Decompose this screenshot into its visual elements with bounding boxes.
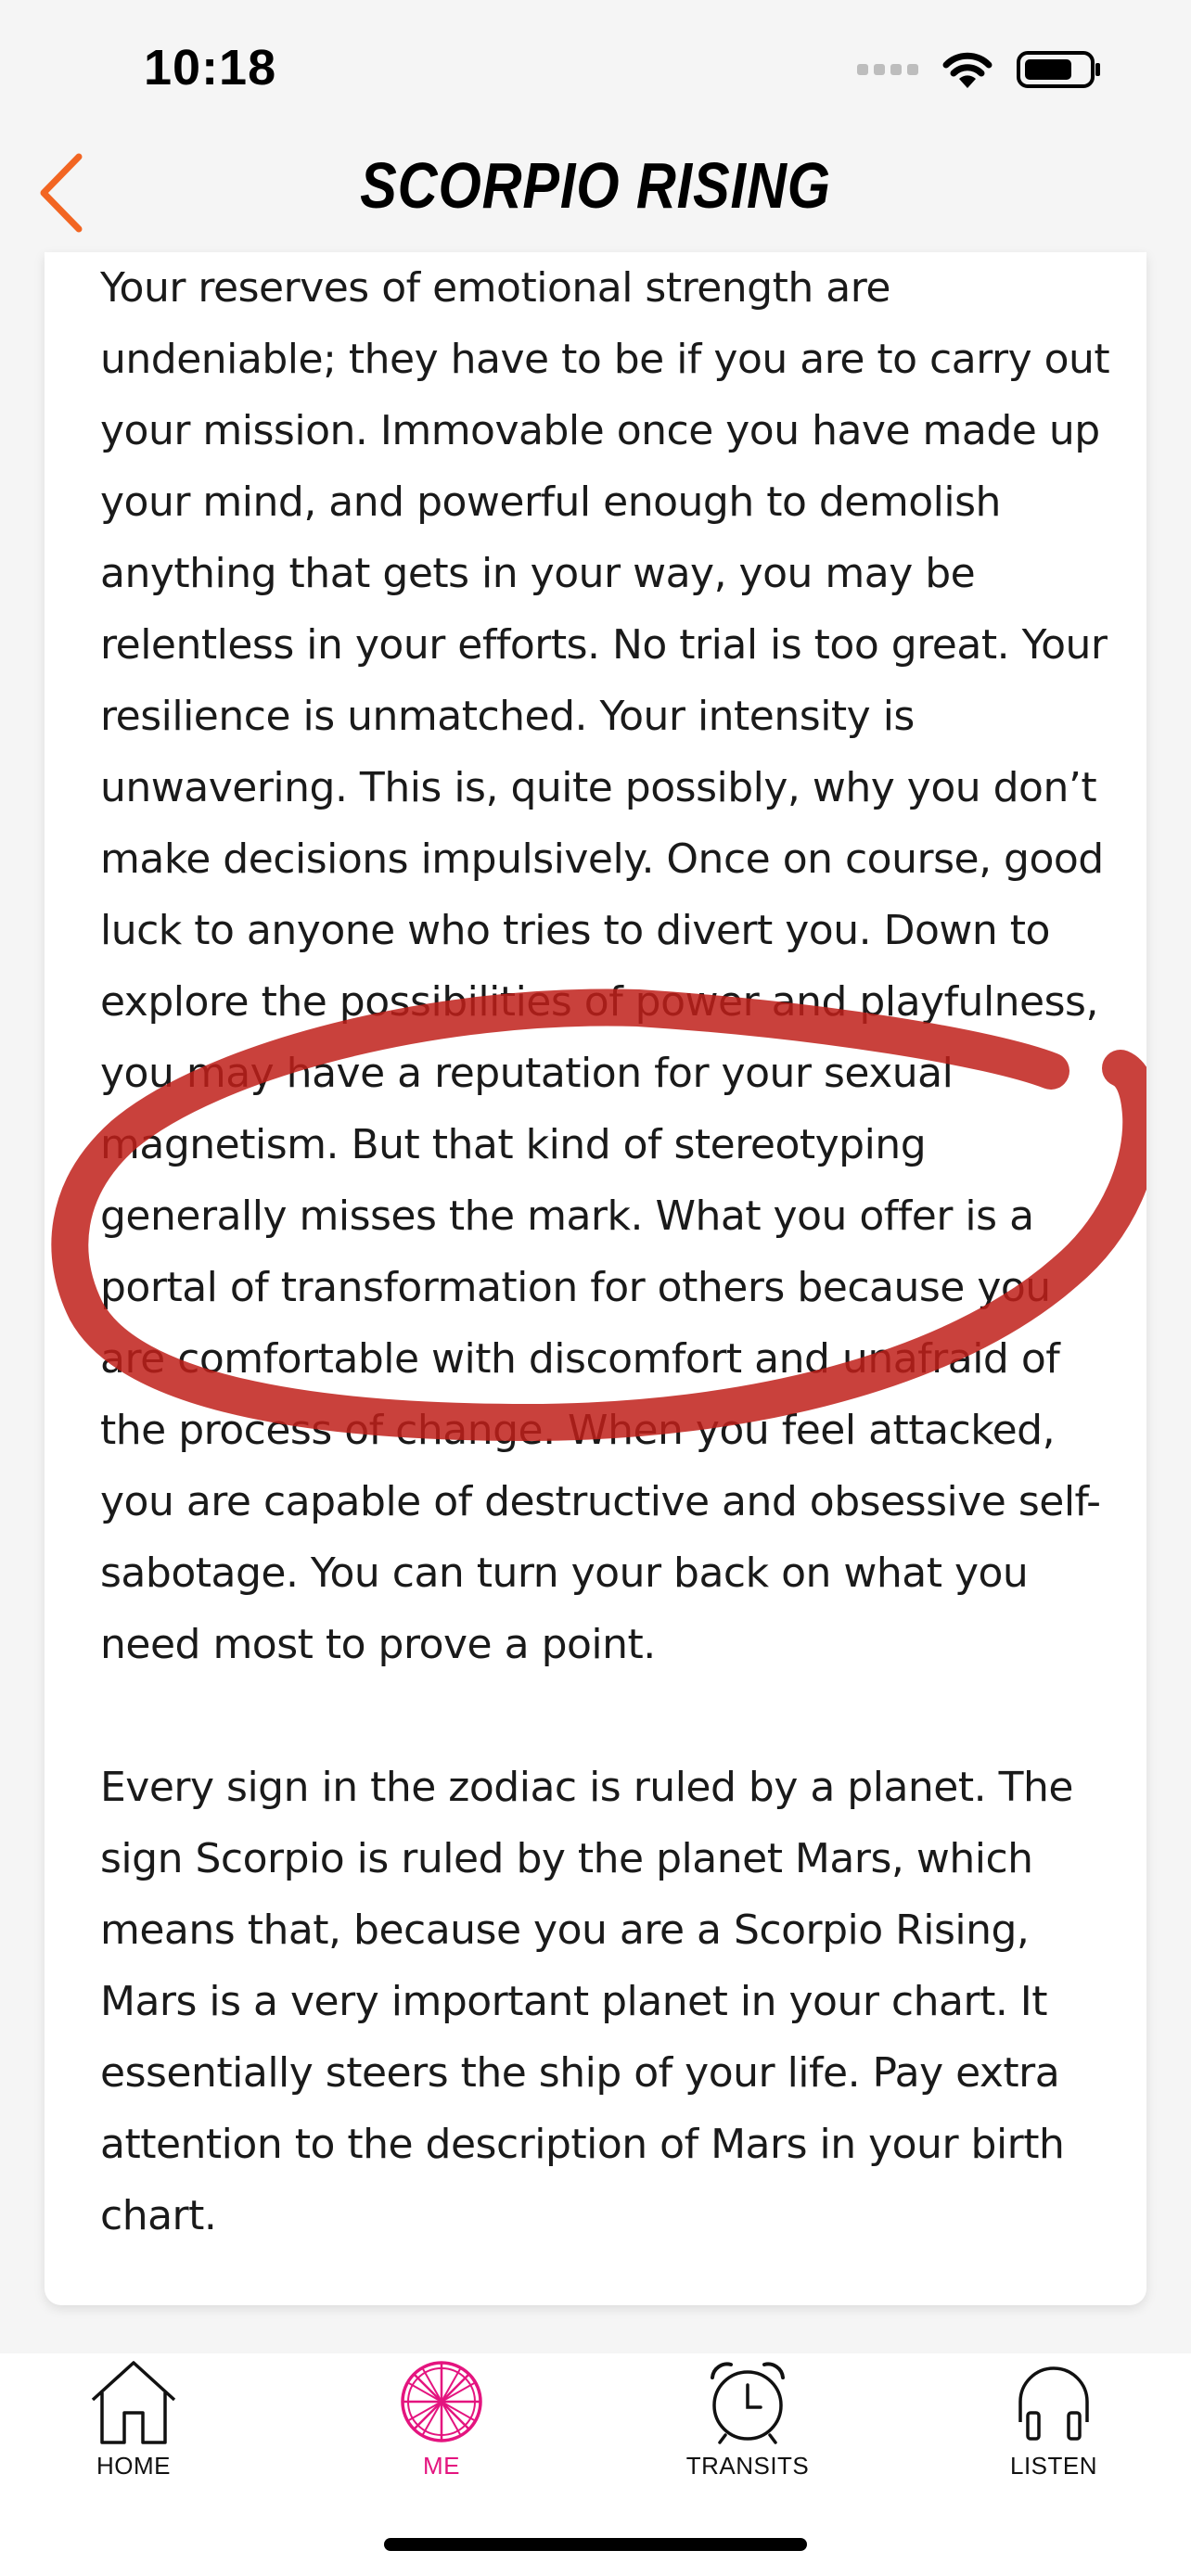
tab-transits[interactable] [655, 2353, 840, 2483]
back-button[interactable] [28, 147, 93, 239]
tab-transits-label: TRANSITS [685, 2452, 810, 2480]
status-time: 10:18 [144, 40, 277, 96]
status-bar [0, 0, 1191, 139]
tab-me[interactable] [349, 2353, 534, 2483]
tab-me-label: ME [423, 2452, 460, 2480]
home-indicator [384, 2538, 807, 2551]
headphones-icon [1009, 2357, 1098, 2446]
battery-icon [1017, 49, 1102, 90]
tab-listen-label: LISTEN [1009, 2452, 1098, 2480]
tab-home-label: HOME [96, 2452, 171, 2480]
tab-home[interactable] [41, 2353, 226, 2483]
reading-text [100, 252, 1121, 2251]
chevron-left-icon [36, 151, 84, 235]
home-icon [87, 2357, 180, 2446]
tab-listen[interactable] [961, 2353, 1146, 2483]
page-title: SCORPIO RISING [360, 149, 831, 222]
nav-bar [0, 139, 1191, 252]
reading-card[interactable] [45, 252, 1146, 2305]
alarm-clock-icon [703, 2357, 792, 2446]
status-icons [857, 46, 1102, 93]
signal-icon [857, 64, 918, 75]
wifi-icon [941, 49, 994, 90]
wheel-icon [397, 2357, 486, 2446]
paragraph-ruling-planet: Every sign in the zodiac is ruled by a planet. The sign Scorpio is ruled by the planet Mars, which means that, because you are a Scorpio Rising, Mars is a very important planet in your chart. It essentially steers the ship of your life. Pay extra attention to the description of Mars in your birth chart. [100, 1764, 1073, 2239]
paragraph-rising-description: Your reserves of emotional strength are undeniable; they have to be if you are to carry out your mission. Immovable once you have made up your mind, and powerful enough to demolish anything that gets in your way, you may be relentless in your efforts. No trial is too great. Your resilience is unmatched. Your intensity is unwavering. This is, quite possibly, why you don’t make decisions impulsively. Once on course, good luck to anyone who tries to divert you. Down to explore the possibilities of power and playfulness, you may have a reputation for your sexual magnetism. But that kind of stereotyping generally misses the mark. What you offer is a portal of transformation for others because you are comfortable with discomfort and unafraid of the process of change. When you feel attacked, you are capable of destructive and obsessive self-sabotage. You can turn your back on what you need most to prove a point. [100, 264, 1110, 1668]
